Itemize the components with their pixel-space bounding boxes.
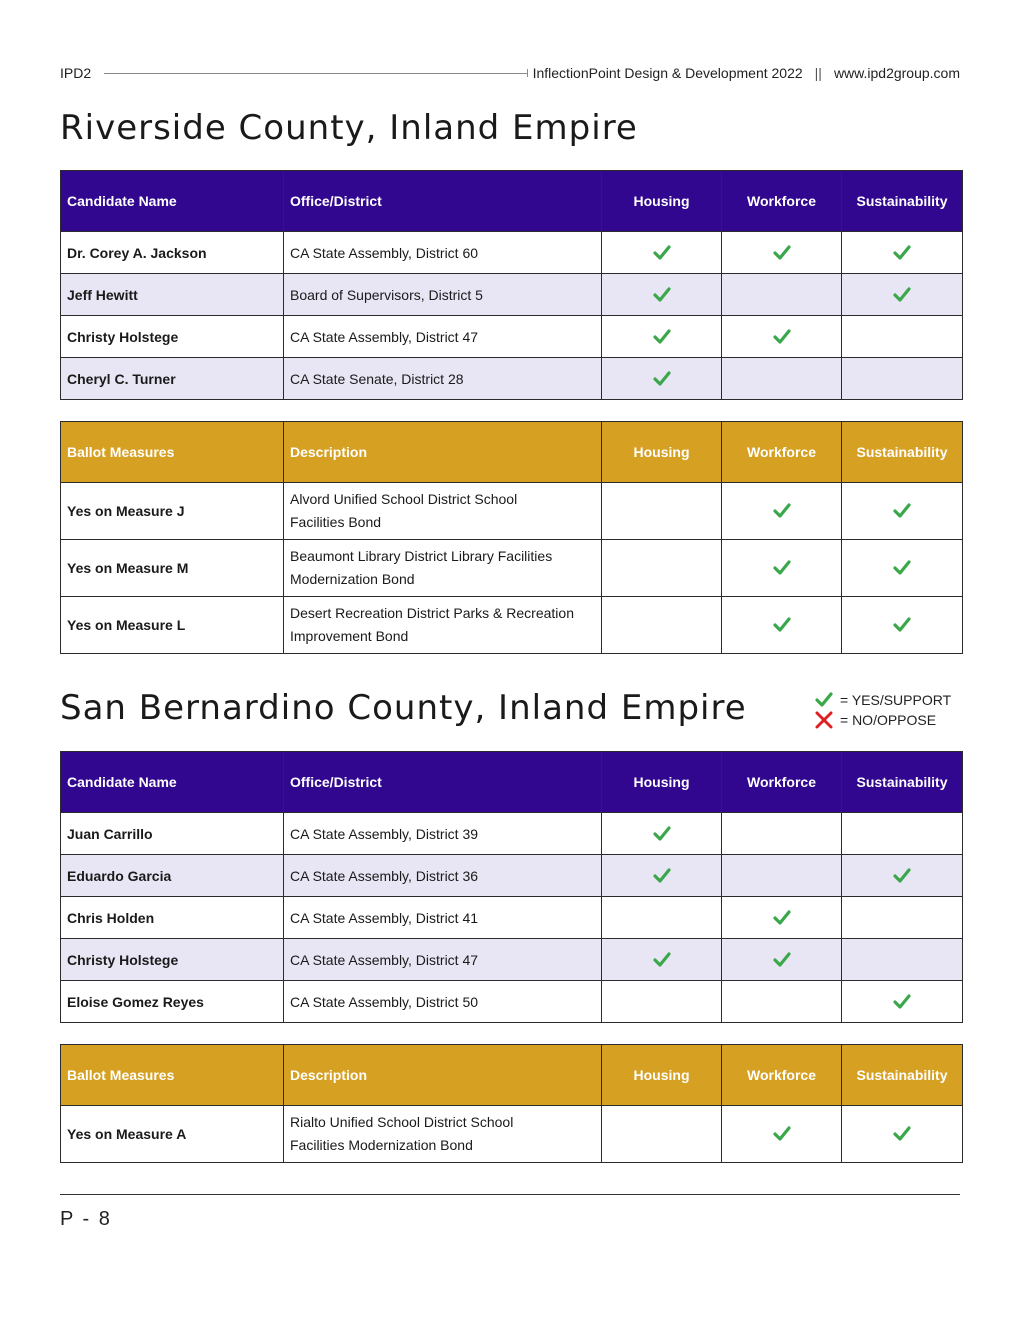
office-district: CA State Assembly, District 41: [284, 897, 602, 939]
description-line: Rialto Unified School District School: [290, 1114, 514, 1130]
description-line: Beaumont Library District Library Facilities: [290, 548, 553, 564]
measure-name: Yes on Measure L: [61, 597, 284, 654]
candidate-name: Juan Carrillo: [61, 813, 284, 855]
check-icon: [772, 327, 792, 343]
workforce-cell: [722, 597, 842, 654]
check-icon: [892, 559, 912, 575]
sustainability-cell: [842, 939, 963, 981]
housing-cell: [602, 813, 722, 855]
housing-cell: [602, 855, 722, 897]
housing-cell: [602, 981, 722, 1023]
column-header: Ballot Measures: [61, 422, 284, 483]
cross-icon: [814, 711, 834, 729]
workforce-cell: [722, 813, 842, 855]
legend-yes: [814, 690, 951, 710]
check-icon: [652, 369, 672, 385]
check-icon: [772, 908, 792, 924]
legend-yes-label: = YES/SUPPORT: [840, 692, 952, 708]
check-icon: [892, 502, 912, 518]
office-district: CA State Assembly, District 47: [284, 316, 602, 358]
description-line: Facilities Modernization Bond: [290, 1137, 473, 1153]
candidate-name: Eloise Gomez Reyes: [61, 981, 284, 1023]
table-row: [61, 274, 963, 316]
column-header: Sustainability: [842, 1045, 963, 1106]
workforce-cell: [722, 483, 842, 540]
check-icon: [652, 285, 672, 301]
measure-description: [284, 540, 602, 597]
check-icon: [892, 866, 912, 882]
legend-no-label: = NO/OPPOSE: [840, 712, 937, 728]
check-icon: [772, 502, 792, 518]
sustainability-cell: [842, 597, 963, 654]
column-header: Description: [284, 422, 602, 483]
housing-cell: [602, 597, 722, 654]
check-icon: [652, 824, 672, 840]
office-district: CA State Assembly, District 50: [284, 981, 602, 1023]
riverside-candidates-table: [60, 170, 963, 400]
housing-cell: [602, 939, 722, 981]
header-rule-cap: [527, 69, 528, 77]
check-icon: [652, 866, 672, 882]
column-header: Ballot Measures: [61, 1045, 284, 1106]
column-header: Sustainability: [842, 752, 963, 813]
column-header: Candidate Name: [61, 171, 284, 232]
sustainability-cell: [842, 274, 963, 316]
measure-name: Yes on Measure J: [61, 483, 284, 540]
column-header: Candidate Name: [61, 752, 284, 813]
measure-description: [284, 597, 602, 654]
office-district: Board of Supervisors, District 5: [284, 274, 602, 316]
column-header: Workforce: [722, 1045, 842, 1106]
housing-cell: [602, 232, 722, 274]
section-title-san-bernardino: San Bernardino County, Inland Empire: [60, 688, 747, 728]
workforce-cell: [722, 232, 842, 274]
check-icon: [892, 992, 912, 1008]
legend: [814, 690, 951, 730]
san-bernardino-ballot-table: [60, 1044, 963, 1163]
san-bernardino-candidates-table: [60, 751, 963, 1023]
description-line: Modernization Bond: [290, 571, 415, 587]
housing-cell: [602, 483, 722, 540]
check-icon: [772, 559, 792, 575]
office-district: CA State Senate, District 28: [284, 358, 602, 400]
workforce-cell: [722, 358, 842, 400]
column-header: Housing: [602, 171, 722, 232]
brand-label: IPD2: [60, 65, 92, 81]
table-row: [61, 597, 963, 654]
candidate-name: Chris Holden: [61, 897, 284, 939]
column-header: Housing: [602, 1045, 722, 1106]
housing-cell: [602, 316, 722, 358]
measure-description: [284, 483, 602, 540]
check-icon: [814, 691, 834, 709]
measure-name: Yes on Measure A: [61, 1106, 284, 1163]
workforce-cell: [722, 981, 842, 1023]
check-icon: [892, 1125, 912, 1141]
check-icon: [772, 243, 792, 259]
sustainability-cell: [842, 483, 963, 540]
table-row: [61, 358, 963, 400]
candidate-name: Cheryl C. Turner: [61, 358, 284, 400]
candidate-name: Eduardo Garcia: [61, 855, 284, 897]
candidate-name: Christy Holstege: [61, 939, 284, 981]
company-label: InflectionPoint Design & Development 2022: [532, 65, 803, 81]
check-icon: [892, 285, 912, 301]
section-title-riverside: Riverside County, Inland Empire: [60, 108, 638, 148]
sustainability-cell: [842, 232, 963, 274]
check-icon: [772, 950, 792, 966]
page-header: [60, 64, 960, 82]
check-icon: [652, 327, 672, 343]
header-right: [533, 64, 960, 82]
table-row: [61, 813, 963, 855]
column-header: Workforce: [722, 171, 842, 232]
candidate-name: Dr. Corey A. Jackson: [61, 232, 284, 274]
check-icon: [772, 1125, 792, 1141]
table-row: [61, 1106, 963, 1163]
table-row: [61, 316, 963, 358]
workforce-cell: [722, 939, 842, 981]
table-row: [61, 483, 963, 540]
measure-description: [284, 1106, 602, 1163]
check-icon: [892, 243, 912, 259]
table-row: [61, 232, 963, 274]
description-line: Improvement Bond: [290, 628, 409, 644]
office-district: CA State Assembly, District 36: [284, 855, 602, 897]
candidate-name: Christy Holstege: [61, 316, 284, 358]
sustainability-cell: [842, 316, 963, 358]
workforce-cell: [722, 316, 842, 358]
table-row: [61, 939, 963, 981]
description-line: Facilities Bond: [290, 514, 382, 530]
riverside-ballot-table: [60, 421, 963, 654]
table-row: [61, 540, 963, 597]
sustainability-cell: [842, 1106, 963, 1163]
check-icon: [892, 616, 912, 632]
office-district: CA State Assembly, District 39: [284, 813, 602, 855]
workforce-cell: [722, 855, 842, 897]
header-separator: ||: [814, 65, 822, 81]
housing-cell: [602, 1106, 722, 1163]
column-header: Description: [284, 1045, 602, 1106]
table-row: [61, 981, 963, 1023]
column-header: Workforce: [722, 752, 842, 813]
header-rule: [104, 73, 528, 74]
measure-name: Yes on Measure M: [61, 540, 284, 597]
housing-cell: [602, 897, 722, 939]
check-icon: [652, 243, 672, 259]
column-header: Housing: [602, 422, 722, 483]
column-header: Workforce: [722, 422, 842, 483]
description-line: Alvord Unified School District School: [290, 491, 518, 507]
column-header: Housing: [602, 752, 722, 813]
footer-rule: [60, 1194, 960, 1195]
office-district: CA State Assembly, District 47: [284, 939, 602, 981]
sustainability-cell: [842, 981, 963, 1023]
office-district: CA State Assembly, District 60: [284, 232, 602, 274]
check-icon: [652, 950, 672, 966]
legend-no: [814, 710, 951, 730]
sustainability-cell: [842, 897, 963, 939]
workforce-cell: [722, 274, 842, 316]
check-icon: [772, 616, 792, 632]
workforce-cell: [722, 897, 842, 939]
column-header: Office/District: [284, 171, 602, 232]
sustainability-cell: [842, 855, 963, 897]
housing-cell: [602, 540, 722, 597]
candidate-name: Jeff Hewitt: [61, 274, 284, 316]
column-header: Office/District: [284, 752, 602, 813]
website-link[interactable]: www.ipd2group.com: [833, 65, 960, 81]
housing-cell: [602, 274, 722, 316]
sustainability-cell: [842, 358, 963, 400]
table-row: [61, 855, 963, 897]
sustainability-cell: [842, 813, 963, 855]
sustainability-cell: [842, 540, 963, 597]
page-number: P - 8: [60, 1208, 112, 1230]
column-header: Sustainability: [842, 422, 963, 483]
workforce-cell: [722, 540, 842, 597]
table-row: [61, 897, 963, 939]
housing-cell: [602, 358, 722, 400]
workforce-cell: [722, 1106, 842, 1163]
description-line: Desert Recreation District Parks & Recreation: [290, 605, 574, 621]
column-header: Sustainability: [842, 171, 963, 232]
